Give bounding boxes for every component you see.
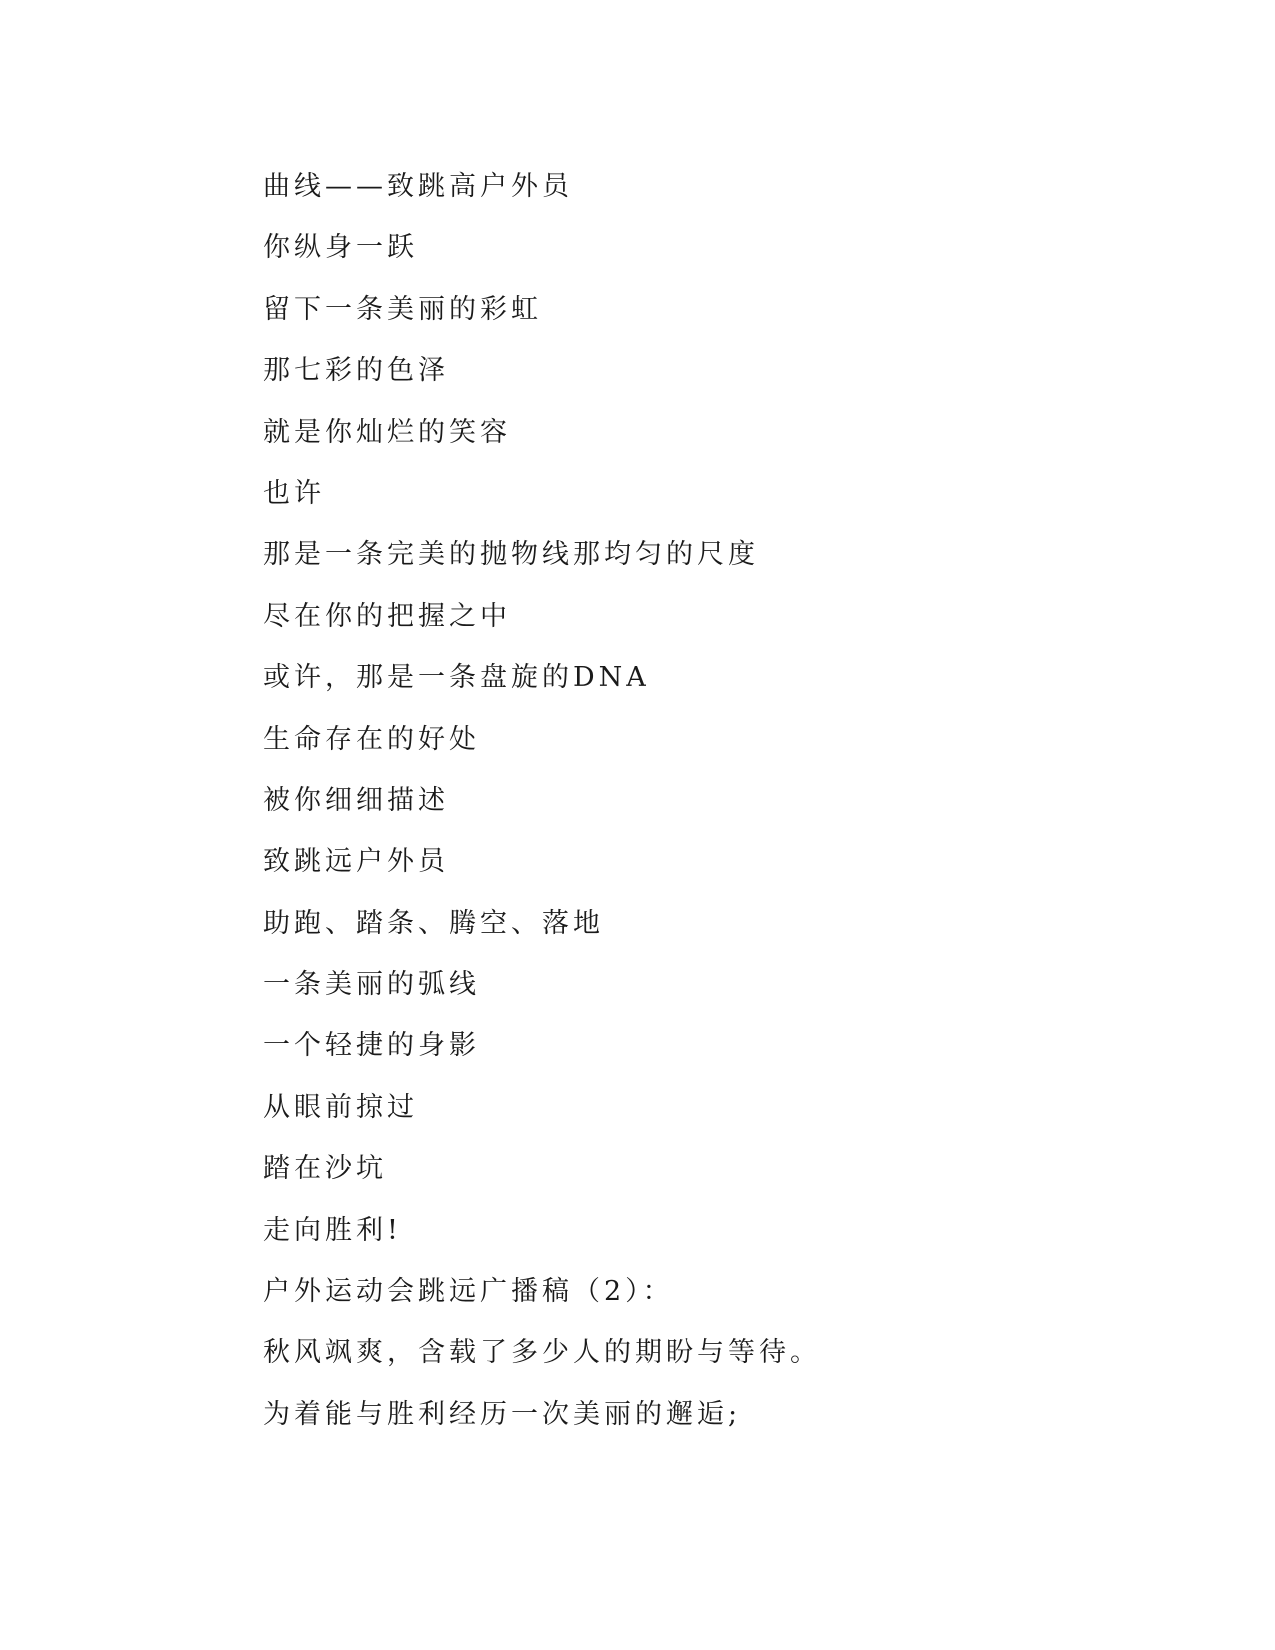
- text-line: 从眼前掠过: [263, 1091, 418, 1123]
- text-line: 秋风飒爽，含载了多少人的期盼与等待。: [263, 1337, 821, 1369]
- text-line: 曲线——致跳高户外员: [263, 171, 573, 202]
- text-line: 走向胜利!: [263, 1214, 402, 1246]
- text-line: 致跳远户外员: [263, 846, 449, 878]
- text-line: 也许: [263, 477, 325, 509]
- text-line: 尽在你的把握之中: [263, 600, 511, 632]
- text-line: 一个轻捷的身影: [263, 1030, 480, 1062]
- text-line: 一条美丽的弧线: [263, 969, 480, 1001]
- text-line: 或许，那是一条盘旋的DNA: [263, 662, 650, 694]
- text-line: 那七彩的色泽: [263, 355, 449, 387]
- text-line: 生命存在的好处: [263, 723, 480, 755]
- text-line: 为着能与胜利经历一次美丽的邂逅;: [263, 1398, 742, 1430]
- text-line: 踏在沙坑: [263, 1153, 387, 1185]
- text-line: 留下一条美丽的彩虹: [263, 293, 542, 325]
- text-line: 户外运动会跳远广播稿（2）：: [263, 1276, 674, 1308]
- text-line: 你纵身一跃: [263, 232, 418, 264]
- text-line: 就是你灿烂的笑容: [263, 416, 511, 448]
- poem-text-block: [263, 165, 1163, 1454]
- text-line: 那是一条完美的抛物线那均匀的尺度: [263, 539, 759, 571]
- text-line: 助跑、踏条、腾空、落地: [263, 907, 604, 939]
- text-line: 被你细细描述: [263, 784, 449, 816]
